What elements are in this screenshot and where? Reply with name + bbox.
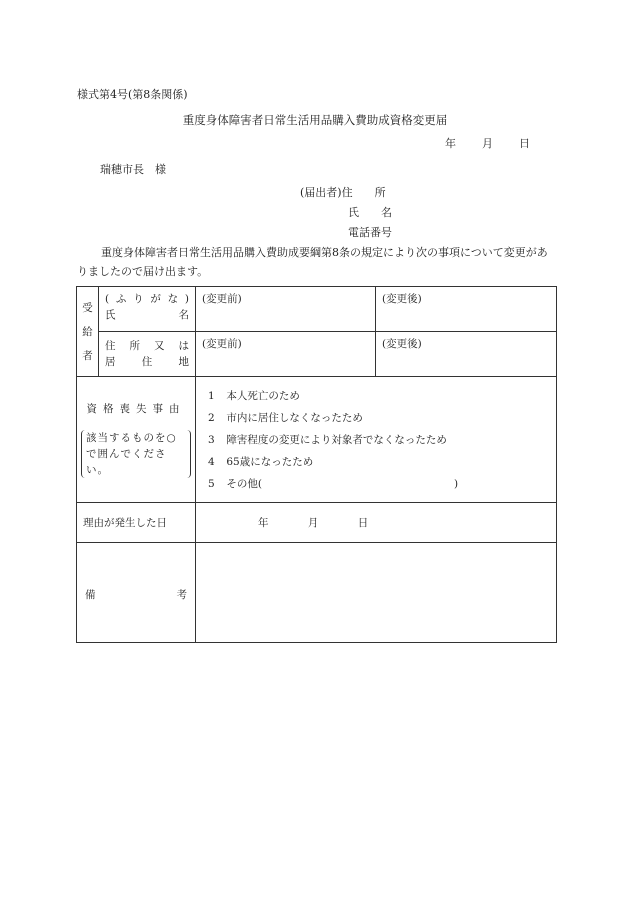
recipient-label: 受 給 者 bbox=[77, 287, 99, 377]
form-title: 重度身体障害者日常生活用品購入費助成資格変更届 bbox=[182, 113, 448, 127]
reason-option-5[interactable]: 5 その他( ) bbox=[208, 478, 459, 490]
furigana-name-label: ( ふ り が な ) 氏 名 bbox=[99, 287, 196, 332]
reason-option-1[interactable]: 1 本人死亡のため bbox=[208, 390, 300, 402]
name-label: 氏 名 bbox=[348, 206, 392, 219]
name-before-field[interactable]: (変更前) bbox=[196, 287, 376, 332]
address-label: 住 所 bbox=[341, 186, 386, 199]
name-after-field[interactable]: (変更後) bbox=[376, 287, 557, 332]
address-before-field[interactable]: (変更前) bbox=[196, 332, 376, 377]
address-residence-label: 住 所 又 は 居 住 地 bbox=[99, 332, 196, 377]
addressee: 瑞穂市長 様 bbox=[100, 163, 166, 176]
body-text: 重度身体障害者日常生活用品購入費助成要綱第8条の規定により次の事項について変更がありましたので届け出ます。 bbox=[77, 246, 548, 278]
submission-date bbox=[445, 135, 530, 151]
occurred-date-field[interactable]: 年 月 日 bbox=[196, 503, 557, 543]
day-label: 日 bbox=[519, 137, 530, 150]
reason-options bbox=[196, 377, 557, 503]
month-label: 月 bbox=[482, 137, 493, 150]
applicant-block bbox=[300, 183, 392, 243]
change-form-table bbox=[76, 286, 557, 643]
reason-note: 該当するものを○で囲んでください。 bbox=[81, 430, 191, 478]
address-after-field[interactable]: (変更後) bbox=[376, 332, 557, 377]
remarks-label: 備 考 bbox=[77, 543, 196, 643]
reason-option-4[interactable]: 4 65歳になったため bbox=[208, 456, 314, 468]
occurred-date-label: 理由が発生した日 bbox=[77, 503, 196, 543]
year-label: 年 bbox=[445, 137, 456, 150]
form-number: 様式第4号(第8条関係) bbox=[77, 88, 188, 101]
reason-label: 資格喪失事由 該当するものを○で囲んでください。 bbox=[77, 377, 196, 503]
phone-label: 電話番号 bbox=[348, 226, 392, 239]
reason-option-3[interactable]: 3 障害程度の変更により対象者でなくなったため bbox=[208, 434, 447, 446]
remarks-field[interactable] bbox=[196, 543, 557, 643]
reason-option-2[interactable]: 2 市内に居住しなくなったため bbox=[208, 412, 363, 424]
applicant-prefix: (届出者) bbox=[300, 186, 342, 199]
